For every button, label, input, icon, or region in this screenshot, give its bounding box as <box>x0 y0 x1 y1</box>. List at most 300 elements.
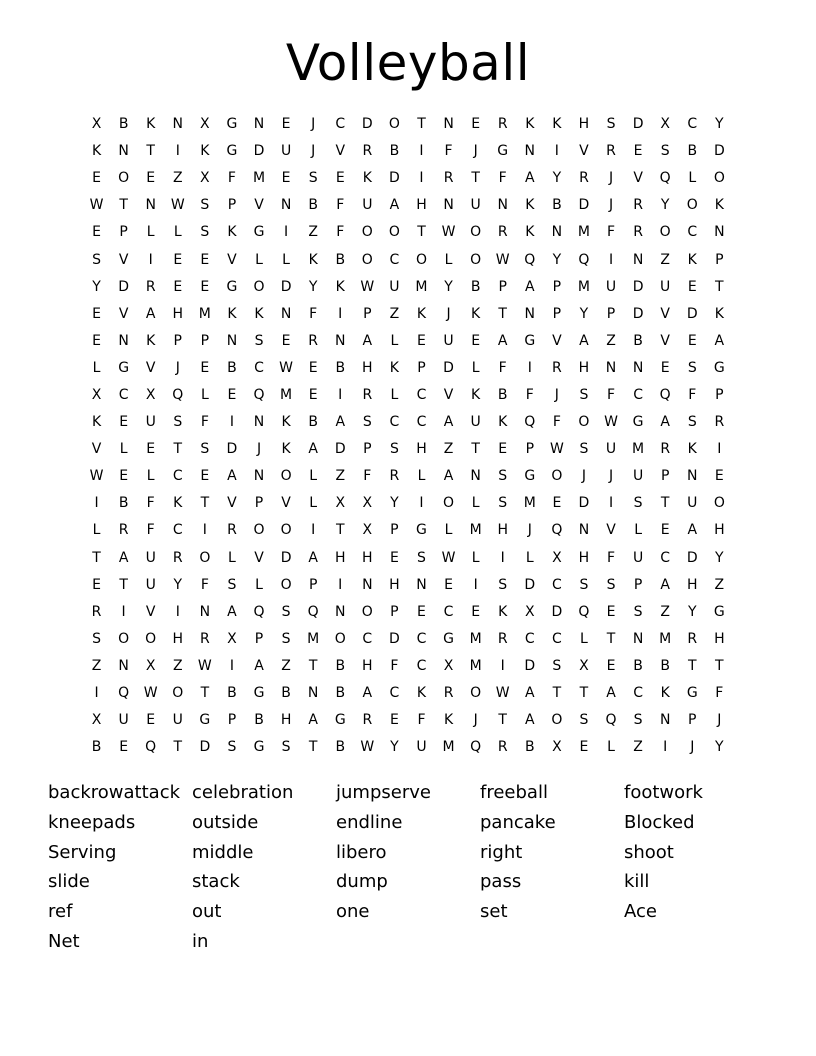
grid-letter: O <box>199 549 211 566</box>
grid-letter: D <box>118 278 129 295</box>
grid-letter: R <box>443 170 454 187</box>
grid-letter: Q <box>659 170 671 187</box>
grid-letter: G <box>253 685 265 702</box>
grid-letter: A <box>687 522 698 539</box>
grid-letter: B <box>660 657 670 674</box>
grid-row <box>83 490 733 517</box>
grid-letter: J <box>446 305 451 322</box>
word-list-item: celebration <box>192 782 294 803</box>
grid-letter: M <box>659 630 672 647</box>
grid-letter: Q <box>605 712 617 729</box>
grid-letter: A <box>227 603 237 620</box>
grid-letter: C <box>335 116 346 133</box>
grid-letter: B <box>335 251 346 268</box>
grid-letter: S <box>227 576 237 593</box>
grid-letter: Y <box>715 739 724 756</box>
grid-letter: C <box>389 685 400 702</box>
page-title: Volleyball <box>285 34 531 92</box>
grid-letter: Z <box>389 305 400 322</box>
grid-letter: T <box>498 305 507 322</box>
grid-letter: K <box>227 305 237 322</box>
grid-letter: T <box>579 685 589 702</box>
grid-letter: F <box>498 170 507 187</box>
grid-letter: O <box>118 170 130 187</box>
grid-letter: V <box>227 495 237 512</box>
grid-letter: T <box>715 657 724 674</box>
grid-letter: U <box>687 495 698 512</box>
grid-letter: I <box>338 386 343 403</box>
grid-letter: U <box>416 739 427 756</box>
grid-letter: N <box>307 685 319 702</box>
grid-letter: W <box>360 278 375 295</box>
grid-letter: E <box>308 359 318 376</box>
grid-letter: O <box>713 495 725 512</box>
grid-letter: K <box>471 386 481 403</box>
grid-letter: O <box>280 522 292 539</box>
grid-letter: P <box>390 522 399 539</box>
grid-letter: S <box>389 441 399 458</box>
grid-row <box>83 138 733 165</box>
grid-row <box>83 517 733 544</box>
grid-letter: D <box>443 359 454 376</box>
grid-letter: S <box>687 359 697 376</box>
grid-letter: K <box>416 685 427 702</box>
grid-letter: Y <box>92 278 101 295</box>
grid-letter: U <box>118 712 129 729</box>
grid-letter: B <box>254 712 264 729</box>
grid-letter: T <box>200 685 210 702</box>
grid-letter: B <box>281 685 291 702</box>
grid-letter: B <box>227 685 237 702</box>
grid-letter: K <box>714 197 724 214</box>
grid-letter: P <box>390 603 399 620</box>
grid-letter: Z <box>660 251 670 268</box>
grid-letter: E <box>660 359 670 376</box>
grid-letter: E <box>92 170 101 187</box>
grid-letter: Y <box>660 197 670 214</box>
grid-letter: G <box>199 712 211 729</box>
grid-letter: D <box>551 603 563 620</box>
grid-letter: D <box>280 549 292 566</box>
grid-letter: O <box>388 224 400 241</box>
grid-letter: O <box>415 251 427 268</box>
grid-letter: T <box>119 197 128 214</box>
grid-letter: R <box>308 332 319 349</box>
word-list-item: one <box>336 901 370 923</box>
grid-letter: V <box>227 251 237 268</box>
grid-letter: U <box>389 278 400 295</box>
word-list-item: Ace <box>624 901 657 923</box>
grid-row <box>83 111 733 138</box>
grid-letter: E <box>146 170 156 187</box>
grid-letter: P <box>417 359 426 376</box>
grid-letter: W <box>604 414 618 431</box>
grid-letter: Z <box>91 657 102 674</box>
grid-letter: E <box>281 332 291 349</box>
grid-letter: D <box>389 170 400 187</box>
grid-letter: T <box>308 657 318 674</box>
grid-letter: M <box>252 170 266 187</box>
grid-letter: Y <box>552 251 562 268</box>
grid-letter: D <box>578 197 590 214</box>
grid-letter: L <box>390 386 399 403</box>
word-list-item: shoot <box>624 841 674 863</box>
grid-letter: F <box>390 657 399 674</box>
grid-letter: J <box>311 116 316 133</box>
grid-letter: S <box>552 657 562 674</box>
grid-letter: N <box>362 576 373 593</box>
grid-letter: I <box>202 522 207 539</box>
grid-letter: G <box>497 143 509 160</box>
grid-letter: E <box>200 278 210 295</box>
word-list <box>48 778 768 957</box>
grid-letter: X <box>145 657 156 674</box>
grid-row <box>83 355 733 382</box>
grid-letter: V <box>633 170 643 187</box>
grid-letter: G <box>226 143 238 160</box>
grid-letter: S <box>633 712 643 729</box>
grid-letter: K <box>660 685 670 702</box>
grid-letter: Q <box>578 603 590 620</box>
grid-letter: D <box>253 143 265 160</box>
grid-letter: V <box>335 143 346 160</box>
grid-letter: E <box>281 116 291 133</box>
word-list-item: in <box>192 930 209 952</box>
grid-letter: Q <box>307 603 319 620</box>
grid-letter: R <box>579 170 589 187</box>
grid-letter: L <box>471 549 480 566</box>
word-list-item: Blocked <box>624 811 695 833</box>
grid-letter: L <box>309 468 318 485</box>
grid-letter: X <box>91 386 102 403</box>
grid-letter: S <box>200 224 210 241</box>
grid-letter: E <box>92 305 101 322</box>
grid-letter: K <box>552 116 562 133</box>
grid-letter: B <box>687 143 698 160</box>
word-list-item: slide <box>48 871 90 893</box>
grid-letter: A <box>525 170 535 187</box>
grid-letter: F <box>336 197 345 214</box>
grid-letter: B <box>335 657 346 674</box>
grid-letter: Q <box>524 414 536 431</box>
grid-letter: H <box>334 549 346 566</box>
grid-letter: X <box>579 657 589 674</box>
grid-letter: Z <box>606 332 616 349</box>
grid-letter: C <box>524 630 535 647</box>
grid-row <box>83 219 733 246</box>
word-list-item: Net <box>48 930 80 952</box>
grid-letter: E <box>308 386 318 403</box>
grid-letter: U <box>280 143 292 160</box>
grid-letter: K <box>687 441 697 458</box>
grid-letter: V <box>118 251 129 268</box>
word-list-item: set <box>480 901 508 923</box>
grid-letter: G <box>632 414 644 431</box>
grid-letter: F <box>606 549 616 566</box>
grid-letter: W <box>89 197 104 214</box>
grid-letter: Q <box>253 603 265 620</box>
grid-letter: P <box>606 305 616 322</box>
grid-letter: I <box>338 576 343 593</box>
grid-letter: I <box>717 441 722 458</box>
grid-letter: H <box>362 359 373 376</box>
grid-row <box>83 436 733 463</box>
grid-letter: U <box>470 197 481 214</box>
grid-letter: X <box>524 603 535 620</box>
grid-letter: N <box>335 603 346 620</box>
grid-letter: D <box>334 441 346 458</box>
grid-letter: E <box>687 278 697 295</box>
grid-letter: W <box>89 468 104 485</box>
grid-letter: N <box>687 468 698 485</box>
grid-letter: X <box>200 170 210 187</box>
grid-letter: Q <box>659 386 671 403</box>
grid-letter: A <box>525 685 535 702</box>
grid-letter: I <box>608 251 614 268</box>
grid-letter: K <box>146 332 156 349</box>
grid-letter: O <box>388 116 400 133</box>
word-list-item: jumpserve <box>336 782 431 803</box>
grid-row <box>83 246 733 273</box>
grid-row <box>83 274 733 301</box>
grid-letter: L <box>309 495 318 512</box>
grid-letter: N <box>145 197 156 214</box>
grid-letter: N <box>280 305 292 322</box>
grid-letter: B <box>227 359 237 376</box>
grid-letter: I <box>663 739 668 756</box>
grid-letter: J <box>256 441 262 458</box>
grid-letter: Z <box>172 170 183 187</box>
grid-letter: R <box>497 739 508 756</box>
grid-letter: K <box>714 305 724 322</box>
grid-letter: K <box>91 414 102 431</box>
grid-letter: J <box>554 386 559 403</box>
grid-letter: P <box>227 197 237 214</box>
grid-letter: B <box>118 495 129 512</box>
grid-letter: C <box>416 630 427 647</box>
grid-letter: A <box>660 576 670 593</box>
grid-row <box>83 545 733 572</box>
grid-letter: N <box>118 657 129 674</box>
grid-letter: A <box>118 549 129 566</box>
grid-letter: R <box>660 441 671 458</box>
grid-letter: N <box>443 197 454 214</box>
grid-letter: M <box>469 522 482 539</box>
grid-letter: G <box>334 712 346 729</box>
grid-letter: F <box>200 576 209 593</box>
grid-letter: I <box>175 143 180 160</box>
grid-letter: W <box>549 441 564 458</box>
grid-letter: T <box>687 657 697 674</box>
grid-letter: Q <box>253 386 265 403</box>
grid-row <box>83 653 733 680</box>
grid-letter: A <box>497 332 508 349</box>
grid-letter: N <box>524 143 536 160</box>
grid-letter: C <box>389 251 400 268</box>
grid-letter: E <box>687 332 697 349</box>
grid-letter: X <box>362 522 373 539</box>
grid-letter: K <box>173 495 183 512</box>
grid-letter: R <box>145 278 156 295</box>
grid-letter: I <box>527 359 532 376</box>
grid-letter: K <box>254 305 264 322</box>
grid-letter: S <box>281 739 291 756</box>
grid-letter: M <box>198 305 211 322</box>
grid-letter: S <box>254 332 264 349</box>
grid-letter: S <box>660 143 670 160</box>
grid-letter: C <box>687 116 698 133</box>
grid-letter: Z <box>443 441 454 458</box>
grid-letter: Q <box>145 739 157 756</box>
grid-letter: R <box>497 224 508 241</box>
grid-letter: D <box>389 630 400 647</box>
grid-letter: N <box>253 414 265 431</box>
grid-row <box>83 463 733 490</box>
grid-letter: G <box>713 359 725 376</box>
grid-letter: C <box>416 386 427 403</box>
grid-letter: I <box>229 414 234 431</box>
grid-letter: B <box>335 685 346 702</box>
grid-letter: Z <box>660 603 670 620</box>
grid-letter: T <box>200 495 210 512</box>
grid-letter: W <box>360 739 375 756</box>
grid-letter: J <box>473 143 478 160</box>
grid-letter: H <box>686 576 698 593</box>
grid-letter: T <box>660 495 670 512</box>
grid-letter: O <box>659 224 671 241</box>
grid-letter: B <box>308 197 318 214</box>
grid-letter: K <box>498 414 508 431</box>
grid-letter: P <box>254 495 264 512</box>
grid-letter: A <box>308 441 318 458</box>
grid-letter: E <box>471 603 481 620</box>
grid-letter: Q <box>172 386 184 403</box>
grid-letter: W <box>279 359 293 376</box>
word-list-item: out <box>192 901 222 923</box>
grid-letter: H <box>714 630 725 647</box>
grid-letter: R <box>606 143 616 160</box>
grid-letter: N <box>470 468 481 485</box>
grid-letter: V <box>552 332 562 349</box>
grid-letter: F <box>715 685 724 702</box>
grid-letter: P <box>715 251 724 268</box>
grid-letter: L <box>92 359 101 376</box>
grid-letter: A <box>389 197 400 214</box>
grid-letter: F <box>606 386 616 403</box>
grid-letter: K <box>281 414 291 431</box>
grid-letter: Q <box>578 251 590 268</box>
grid-letter: M <box>632 441 645 458</box>
grid-letter: V <box>281 495 291 512</box>
grid-letter: Z <box>308 224 318 241</box>
grid-letter: C <box>254 359 264 376</box>
grid-letter: V <box>91 441 102 458</box>
grid-letter: H <box>714 522 725 539</box>
grid-letter: O <box>551 712 563 729</box>
grid-letter: L <box>471 359 480 376</box>
grid-letter: N <box>253 468 265 485</box>
grid-letter: D <box>280 278 292 295</box>
grid-letter: L <box>146 224 155 241</box>
grid-row <box>83 599 733 626</box>
grid-row <box>83 572 733 599</box>
grid-letter: X <box>145 386 156 403</box>
grid-letter: R <box>497 630 508 647</box>
grid-letter: Z <box>335 468 346 485</box>
grid-letter: U <box>172 712 183 729</box>
grid-letter: A <box>308 712 318 729</box>
grid-letter: V <box>443 386 454 403</box>
grid-letter: L <box>688 170 697 187</box>
grid-letter: V <box>145 603 156 620</box>
grid-letter: K <box>416 305 427 322</box>
grid-letter: R <box>497 116 508 133</box>
grid-letter: K <box>362 170 372 187</box>
grid-letter: T <box>498 712 507 729</box>
grid-letter: P <box>552 278 562 295</box>
grid-letter: N <box>632 630 644 647</box>
grid-letter: G <box>524 468 536 485</box>
grid-letter: E <box>200 359 210 376</box>
grid-letter: H <box>172 305 184 322</box>
grid-letter: D <box>361 116 373 133</box>
grid-letter: L <box>146 468 155 485</box>
grid-letter: W <box>495 251 510 268</box>
grid-letter: O <box>551 468 563 485</box>
grid-letter: O <box>253 522 265 539</box>
grid-letter: K <box>91 143 102 160</box>
grid-letter: O <box>253 278 265 295</box>
grid-letter: L <box>444 251 453 268</box>
grid-letter: T <box>552 685 562 702</box>
grid-letter: E <box>119 414 129 431</box>
grid-letter: P <box>308 576 318 593</box>
grid-letter: A <box>145 305 156 322</box>
grid-letter: N <box>443 116 454 133</box>
grid-letter: A <box>525 712 535 729</box>
grid-letter: U <box>145 549 156 566</box>
grid-letter: Y <box>390 495 399 512</box>
grid-letter: L <box>580 630 588 647</box>
grid-letter: E <box>200 251 210 268</box>
grid-letter: Y <box>579 305 589 322</box>
grid-letter: X <box>552 739 562 756</box>
grid-letter: I <box>608 495 614 512</box>
grid-letter: E <box>146 441 156 458</box>
grid-letter: W <box>170 197 185 214</box>
grid-letter: E <box>227 386 237 403</box>
grid-row <box>83 165 733 192</box>
grid-letter: P <box>660 468 670 485</box>
grid-letter: H <box>578 359 590 376</box>
grid-letter: K <box>227 224 237 241</box>
grid-letter: S <box>498 468 508 485</box>
grid-letter: E <box>335 170 345 187</box>
grid-letter: T <box>173 441 183 458</box>
grid-letter: J <box>608 197 614 214</box>
grid-letter: O <box>334 630 346 647</box>
grid-letter: E <box>119 739 129 756</box>
grid-letter: A <box>362 332 373 349</box>
grid-letter: I <box>338 305 343 322</box>
grid-letter: Z <box>633 739 643 756</box>
grid-letter: B <box>91 739 102 756</box>
word-list-item: dump <box>336 871 388 893</box>
grid-letter: R <box>633 197 643 214</box>
grid-letter: J <box>608 468 614 485</box>
grid-letter: W <box>495 685 510 702</box>
grid-letter: S <box>200 197 210 214</box>
